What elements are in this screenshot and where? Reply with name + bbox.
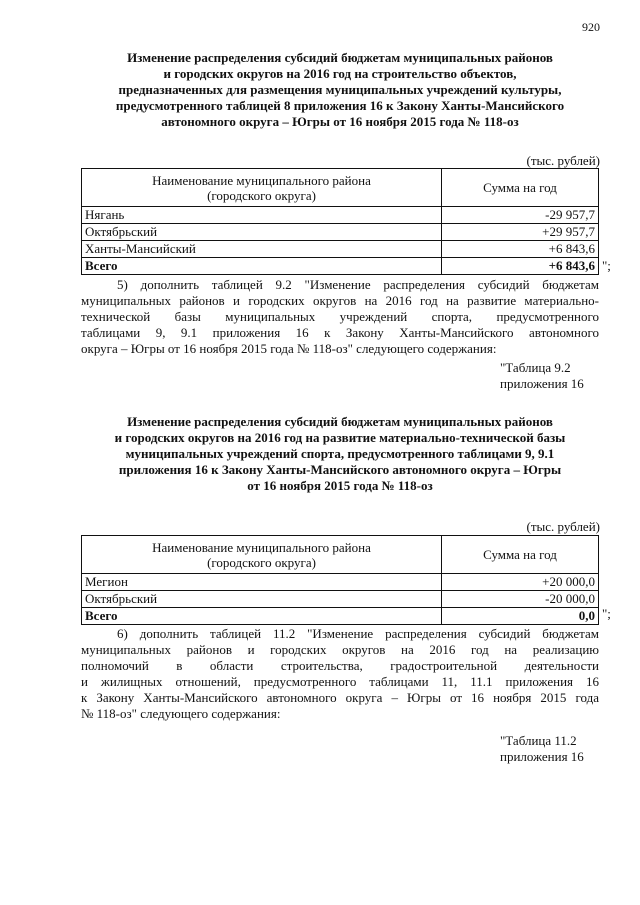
para-line: таблицами 9, 9.1 приложения 16 к Закону Ханты-Мансийского автономного (81, 325, 599, 340)
para-line: № 118-оз" следующего содержания: (81, 706, 281, 721)
column-header-sum: Сумма на год (442, 169, 599, 207)
para-line: 6) дополнить таблицей 11.2 "Изменение распределения субсидий бюджетам (117, 626, 599, 641)
column-header-sum: Сумма на год (442, 536, 599, 574)
title-line: Изменение распределения субсидий бюджетам муниципальных районов (127, 414, 553, 429)
header-line: Наименование муниципального района (152, 172, 371, 188)
closing-quote: "; (602, 606, 611, 621)
unit-label: (тыс. рублей) (526, 519, 600, 534)
total-value: +6 843,6 (442, 258, 599, 275)
total-row (82, 608, 599, 625)
para-line: технической базы муниципальных учреждений спорта, предусмотренного (81, 309, 599, 324)
ref-line: приложения 16 (500, 749, 584, 764)
table-row (82, 241, 599, 258)
table9-2-changes (81, 535, 599, 625)
table-row (82, 224, 599, 241)
para-line: муниципальных районов и городских округов на 2016 год на развитие материально- (81, 293, 599, 308)
column-header-name (82, 169, 442, 207)
table9-2-title (70, 414, 610, 494)
row-name: Мегион (82, 574, 442, 591)
title-line: от 16 ноября 2015 года № 118-оз (247, 478, 433, 493)
header-line: (городского округа) (207, 187, 316, 203)
column-header-name (82, 536, 442, 574)
title-line: автономного округа – Югры от 16 ноября 2015 года № 118-оз (161, 114, 519, 129)
title-line: и городских округов на 2016 год на развитие материально-технической базы (114, 430, 566, 445)
title-line: и городских округов на 2016 год на строительство объектов, (163, 66, 517, 81)
row-name: Октябрьский (82, 591, 442, 608)
unit-label: (тыс. рублей) (526, 153, 600, 168)
table-row (82, 591, 599, 608)
closing-quote: "; (602, 258, 611, 273)
table-header-row (82, 169, 599, 207)
row-value: +6 843,6 (442, 241, 599, 258)
item-5-paragraph (81, 277, 599, 357)
table-11-2-reference (500, 733, 584, 765)
table-9-2-reference (500, 360, 584, 392)
ref-line: "Таблица 11.2 (500, 733, 577, 748)
para-line: 5) дополнить таблицей 9.2 "Изменение распределения субсидий бюджетам (117, 277, 599, 292)
row-name: Октябрьский (82, 224, 442, 241)
para-line: к Закону Ханты-Мансийского автономного округа – Югры от 16 ноября 2015 года (81, 690, 599, 705)
item-6-paragraph (81, 626, 599, 722)
table-header-row (82, 536, 599, 574)
total-label: Всего (82, 258, 442, 275)
title-line: муниципальных учреждений спорта, предусмотренного таблицами 9, 9.1 (125, 446, 555, 461)
row-value: +20 000,0 (442, 574, 599, 591)
row-name: Нягань (82, 207, 442, 224)
title-line: предназначенных для размещения муниципальных учреждений культуры, (118, 82, 562, 97)
total-value: 0,0 (442, 608, 599, 625)
page-number: 920 (582, 20, 600, 34)
para-line: округа – Югры от 16 ноября 2015 года № 118-оз" следующего содержания: (81, 341, 497, 356)
ref-line: приложения 16 (500, 376, 584, 391)
para-line: и жилищных отношений, предусмотренного таблицами 11, 11.1 приложения 16 (81, 674, 599, 689)
row-value: -20 000,0 (442, 591, 599, 608)
para-line: муниципальных районов и городских округов на 2016 год на реализацию (81, 642, 599, 657)
row-name: Ханты-Мансийский (82, 241, 442, 258)
total-label: Всего (82, 608, 442, 625)
table-row (82, 574, 599, 591)
header-line: Наименование муниципального района (152, 539, 371, 555)
table8-changes (81, 168, 599, 275)
table-row (82, 207, 599, 224)
ref-line: "Таблица 9.2 (500, 360, 571, 375)
para-line: полномочий в области строительства, градостроительной деятельности (81, 658, 599, 673)
row-value: +29 957,7 (442, 224, 599, 241)
header-line: (городского округа) (207, 554, 316, 570)
row-value: -29 957,7 (442, 207, 599, 224)
table8-title (70, 50, 610, 130)
total-row (82, 258, 599, 275)
title-line: предусмотренного таблицей 8 приложения 16 к Закону Ханты-Мансийского (115, 98, 565, 113)
title-line: приложения 16 к Закону Ханты-Мансийского автономного округа – Югры (118, 462, 562, 477)
title-line: Изменение распределения субсидий бюджетам муниципальных районов (127, 50, 553, 65)
